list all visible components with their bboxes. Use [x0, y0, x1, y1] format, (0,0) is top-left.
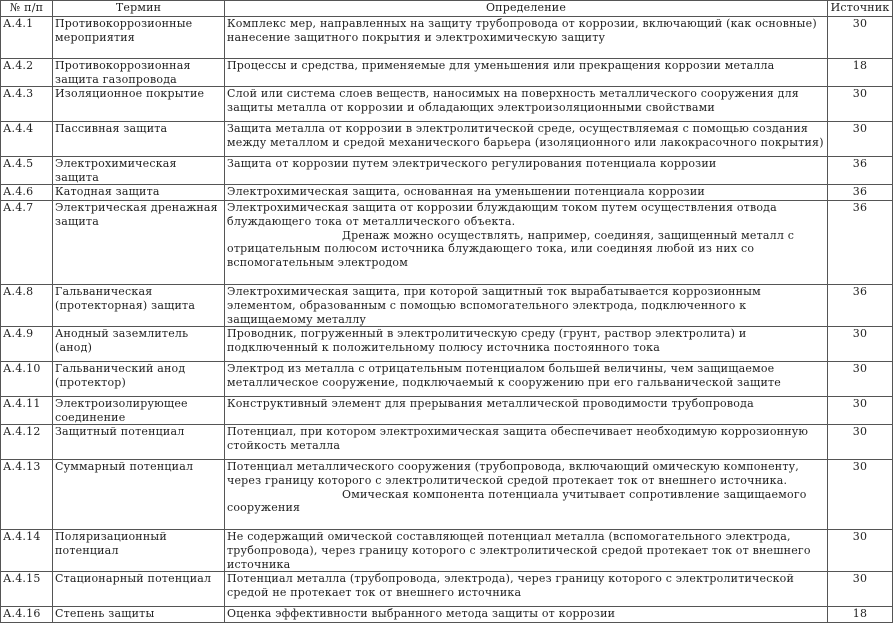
- row-number: А.4.1: [1, 17, 53, 59]
- table-row: [1, 185, 893, 201]
- term-name: Анодный заземлитель (анод): [53, 327, 225, 362]
- definition-cell: [225, 157, 828, 185]
- source-ref: 30: [828, 87, 893, 122]
- definition-cell: [225, 397, 828, 425]
- table-row: [1, 201, 893, 285]
- source-ref: 30: [828, 425, 893, 460]
- definition-text: Омическая компонента потенциала учитывает сопротивление защищаемого сооружения: [227, 487, 807, 515]
- definition-cell: [225, 362, 828, 397]
- definition-cell: [225, 122, 828, 157]
- definition-cell: [225, 327, 828, 362]
- table-row: [1, 362, 893, 397]
- table-row: [1, 572, 893, 607]
- term-name: Стационарный потенциал: [53, 572, 225, 607]
- table-row: [1, 425, 893, 460]
- table-row: [1, 530, 893, 572]
- table-header-row: [1, 1, 893, 17]
- definition-cell: [225, 201, 828, 285]
- header-definition: Определение: [225, 1, 828, 17]
- row-number: А.4.15: [1, 572, 53, 607]
- table-row: [1, 157, 893, 185]
- source-ref: 30: [828, 530, 893, 572]
- definition-cell: [225, 607, 828, 623]
- source-ref: 36: [828, 157, 893, 185]
- row-number: А.4.4: [1, 122, 53, 157]
- row-number: А.4.8: [1, 285, 53, 327]
- source-ref: 30: [828, 460, 893, 530]
- table-row: [1, 87, 893, 122]
- term-name: Гальванический анод (протектор): [53, 362, 225, 397]
- definition-text: Оценка эффективности выбранного метода защиты от коррозии: [227, 607, 616, 621]
- table-body: [1, 17, 893, 623]
- table-row: [1, 327, 893, 362]
- term-name: Электрохимическая защита: [53, 157, 225, 185]
- definition-text: Электрохимическая защита от коррозии блуждающим током путем осуществления отвода блуждающего тока от металлического объекта.: [227, 201, 777, 228]
- definition-cell: [225, 572, 828, 607]
- definition-text: Дренаж можно осуществлять, например, соединяя, защищенный металл с отрицательным полюсом источника блуждающего тока, или соединяя любой из них со вспомогательным электродом: [227, 228, 795, 269]
- definition-cell: [225, 460, 828, 530]
- source-ref: 36: [828, 285, 893, 327]
- row-number: А.4.9: [1, 327, 53, 362]
- row-number: А.4.12: [1, 425, 53, 460]
- term-name: Катодная защита: [53, 185, 225, 201]
- term-name: Электрическая дренажная защита: [53, 201, 225, 285]
- row-number: А.4.2: [1, 59, 53, 87]
- definition-text: Проводник, погруженный в электролитическую среду (грунт, раствор электролита) и подключенный к положительному полюсу источника постоянного тока: [227, 327, 747, 354]
- term-name: Гальваническая (протекторная) защита: [53, 285, 225, 327]
- row-number: А.4.6: [1, 185, 53, 201]
- table-row: [1, 17, 893, 59]
- term-name: Противокоррозионная защита газопровода: [53, 59, 225, 87]
- definition-text: Потенциал металлического сооружения (трубопровода, включающий омическую компоненту, через границу которого с электролитической средой протекает ток от внешнего источника.: [227, 460, 799, 487]
- definition-text: Потенциал металла (трубопровода, электрода), через границу которого с электролитической средой не протекает ток от внешнего источника: [227, 572, 794, 599]
- definition-text: Электрохимическая защита, при которой защитный ток вырабатывается коррозионным элементом, образованным с помощью вспомогательного электрода, подключенного к защищаемому металлу: [227, 285, 761, 326]
- definition-text: Потенциал, при котором электрохимическая защита обеспечивает необходимую коррозионную стойкость металла: [227, 425, 809, 452]
- row-number: А.4.14: [1, 530, 53, 572]
- source-ref: 30: [828, 572, 893, 607]
- table-row: [1, 397, 893, 425]
- definition-text: Процессы и средства, применяемые для уменьшения или прекращения коррозии металла: [227, 59, 775, 72]
- definition-text: Конструктивный элемент для прерывания металлической проводимости трубопровода: [227, 397, 754, 411]
- term-name: Пассивная защита: [53, 122, 225, 157]
- source-ref: 18: [828, 607, 893, 623]
- source-ref: 30: [828, 327, 893, 362]
- definition-text: Защита от коррозии путем электрического регулирования потенциала коррозии: [227, 157, 717, 171]
- definition-cell: [225, 530, 828, 572]
- definition-text: Электрод из металла с отрицательным потенциалом большей величины, чем защищаемое металлическое сооружение, подключаемый к сооружению при его гальванической защите: [227, 362, 781, 389]
- definition-text: Не содержащий омической составляющей потенциал металла (вспомогательного электрода, трубопровода), через границу которого с электролитической средой протекает ток от внешнего источника: [227, 530, 811, 571]
- header-term: Термин: [53, 1, 225, 17]
- term-name: Поляризационный потенциал: [53, 530, 225, 572]
- row-number: А.4.16: [1, 607, 53, 623]
- row-number: А.4.13: [1, 460, 53, 530]
- definition-cell: [225, 59, 828, 87]
- source-ref: 30: [828, 397, 893, 425]
- term-name: Противокоррозионные мероприятия: [53, 17, 225, 59]
- source-ref: 30: [828, 362, 893, 397]
- term-name: Степень защиты: [53, 607, 225, 623]
- definition-cell: [225, 87, 828, 122]
- definition-cell: [225, 285, 828, 327]
- source-ref: 30: [828, 122, 893, 157]
- source-ref: 18: [828, 59, 893, 87]
- source-ref: 36: [828, 201, 893, 285]
- definition-cell: [225, 185, 828, 201]
- row-number: А.4.10: [1, 362, 53, 397]
- definition-text: Слой или система слоев веществ, наносимых на поверхность металлического сооружения для защиты металла от коррозии и обладающих электроизоляционными свойствами: [227, 87, 799, 114]
- row-number: А.4.5: [1, 157, 53, 185]
- definition-text: Защита металла от коррозии в электролитической среде, осуществляемая с помощью создания между металлом и средой механического барьера (изоляционного или лакокрасочного покрытия): [227, 122, 824, 149]
- header-source: Источник: [828, 1, 893, 17]
- row-number: А.4.11: [1, 397, 53, 425]
- table-row: [1, 285, 893, 327]
- table-row: [1, 460, 893, 530]
- definition-text: Комплекс мер, направленных на защиту трубопровода от коррозии, включающий (как основные) нанесение защитного покрытия и электрохимическую защиту: [227, 17, 817, 44]
- source-ref: 36: [828, 185, 893, 201]
- table-row: [1, 59, 893, 87]
- term-name: Суммарный потенциал: [53, 460, 225, 530]
- definition-cell: [225, 425, 828, 460]
- source-ref: 30: [828, 17, 893, 59]
- definition-text: Электрохимическая защита, основанная на уменьшении потенциала коррозии: [227, 185, 705, 199]
- term-name: Изоляционное покрытие: [53, 87, 225, 122]
- definition-cell: [225, 17, 828, 59]
- header-num: № п/п: [1, 1, 53, 17]
- row-number: А.4.3: [1, 87, 53, 122]
- term-name: Электроизолирующее соединение: [53, 397, 225, 425]
- table-row: [1, 607, 893, 623]
- term-name: Защитный потенциал: [53, 425, 225, 460]
- table-row: [1, 122, 893, 157]
- row-number: А.4.7: [1, 201, 53, 285]
